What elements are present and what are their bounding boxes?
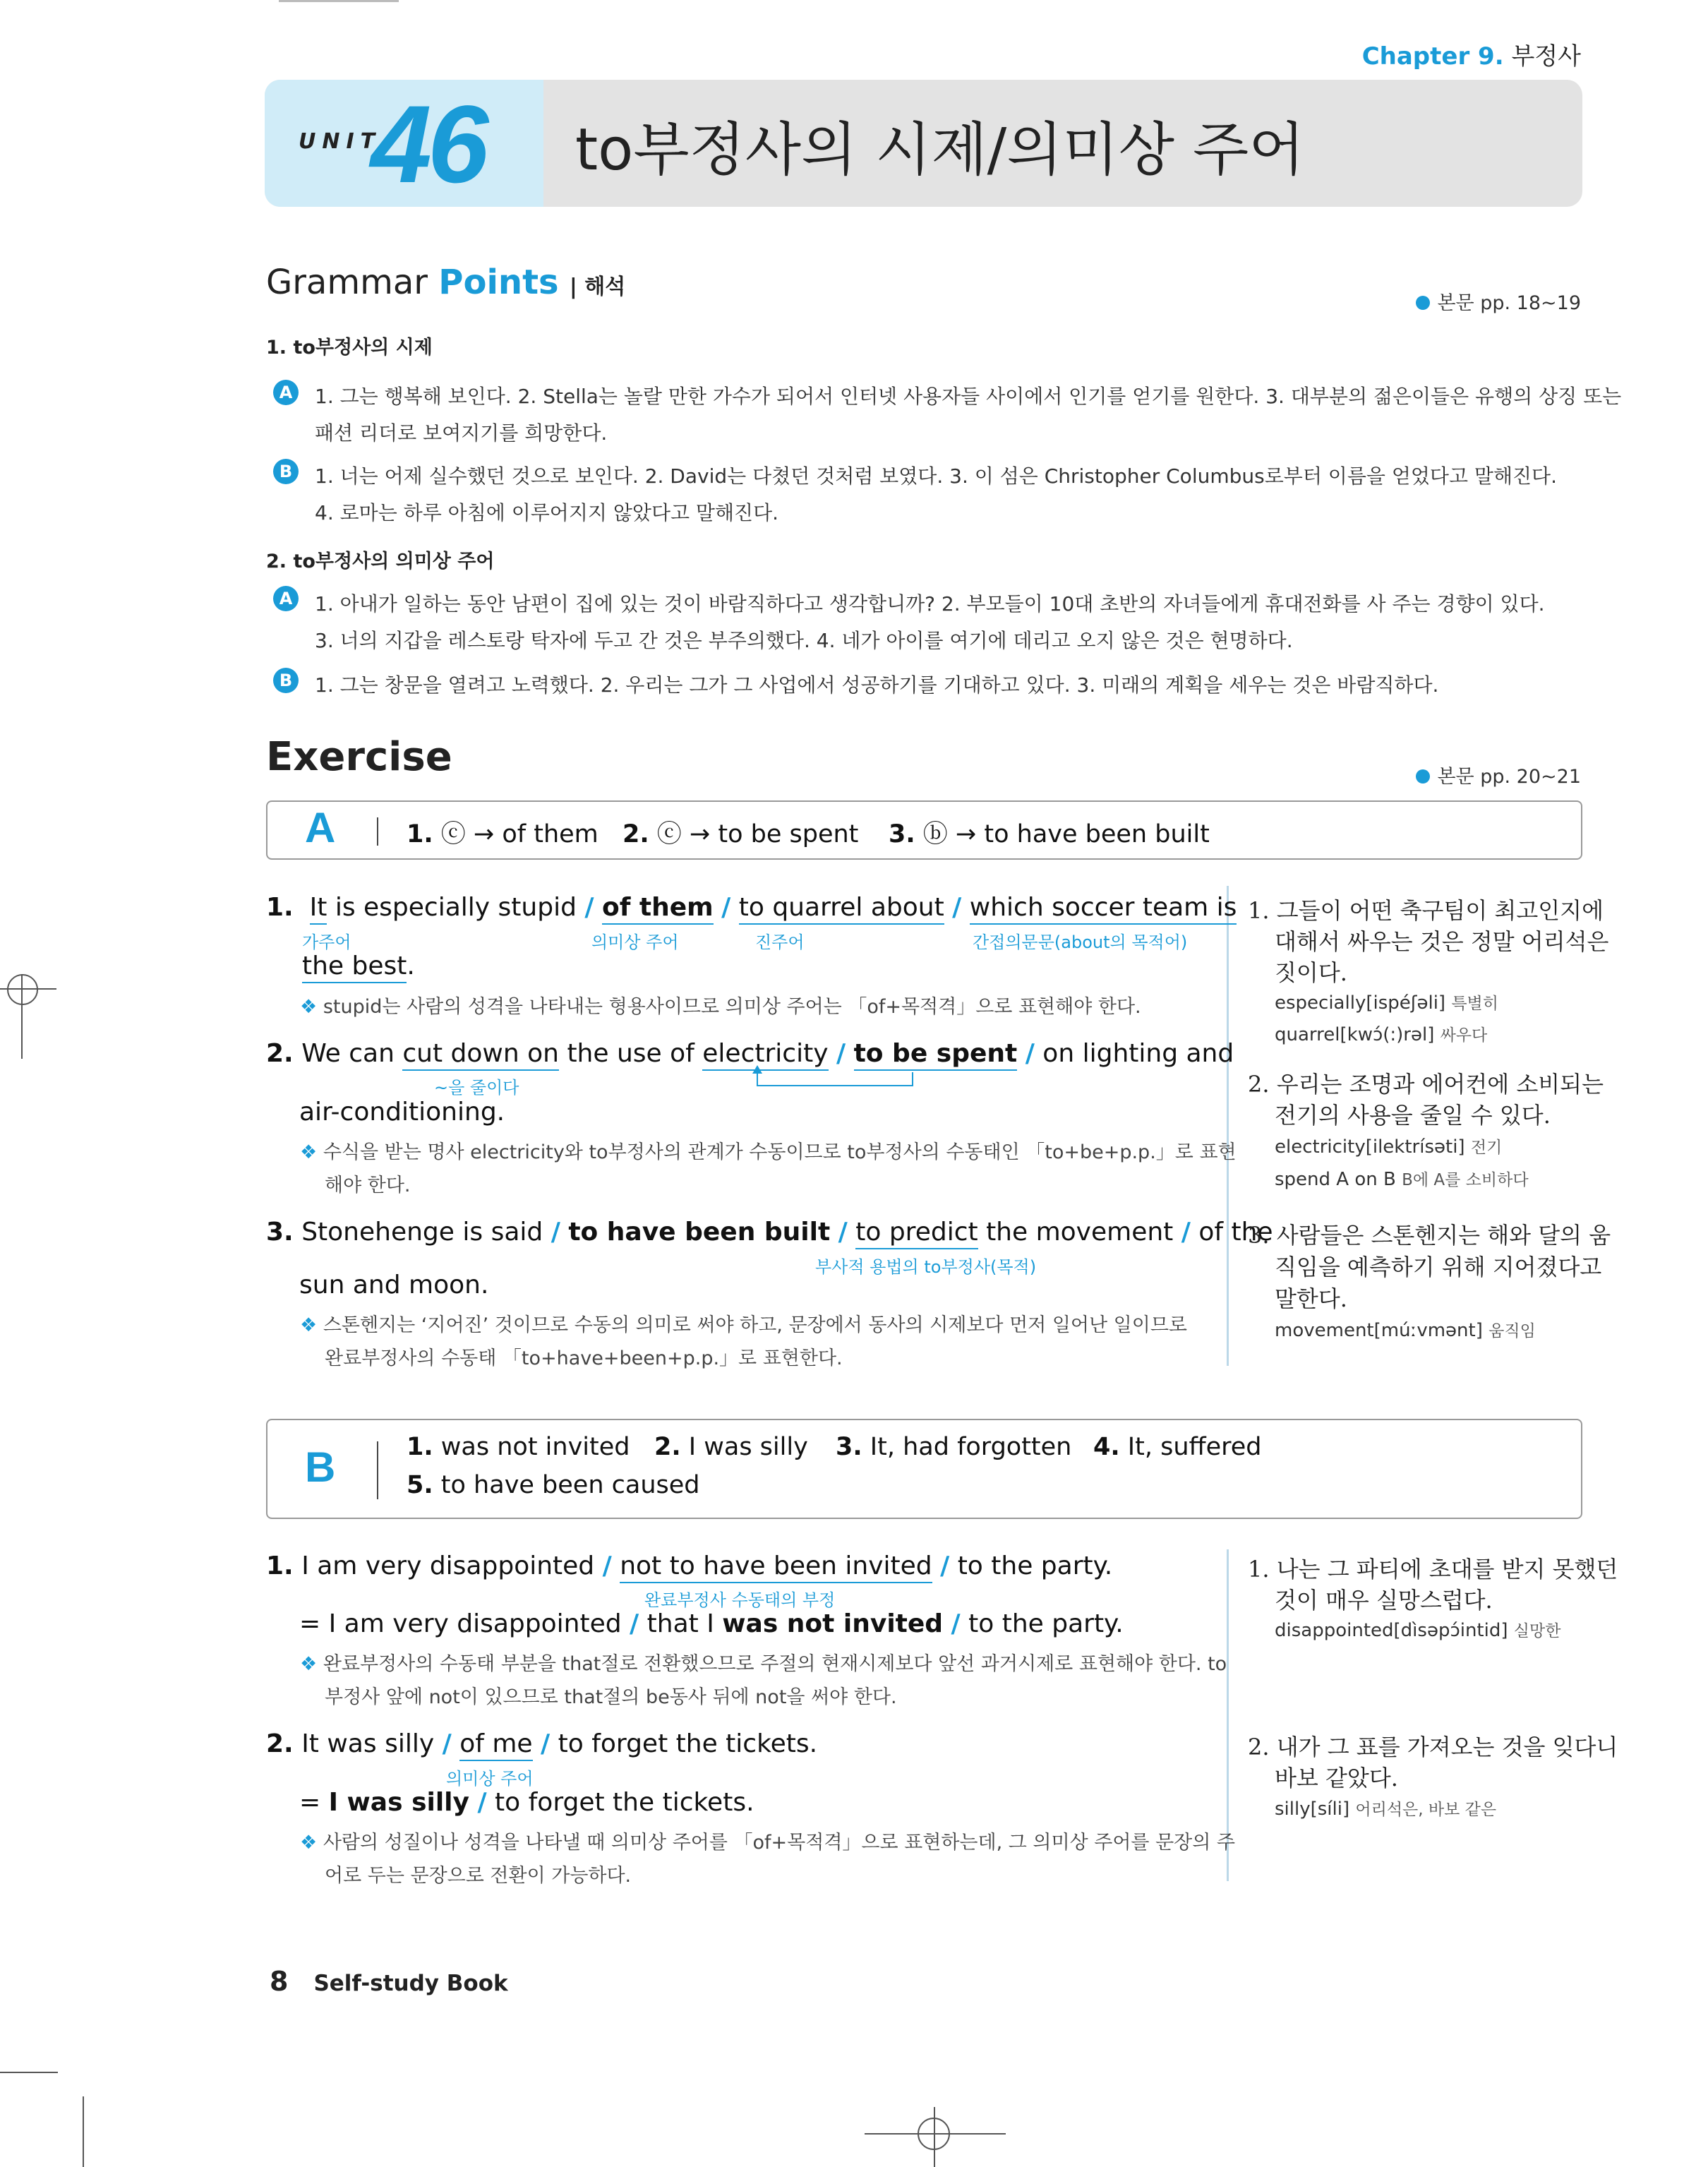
- unit-number: 46: [371, 83, 485, 206]
- korean-translation: 대해서 싸우는 것은 정말 어리석은: [1275, 928, 1609, 955]
- korean-translation: 말한다.: [1275, 1285, 1347, 1312]
- equivalent-sentence: = I was silly / to forget the tickets.: [299, 1788, 754, 1817]
- answer-item: 3. It, had forgotten: [836, 1433, 1072, 1461]
- grammar-label: 완료부정사 수동태의 부정: [644, 1590, 836, 1610]
- answer-box-a: [266, 800, 1582, 860]
- page-footer: [270, 1966, 508, 1997]
- section-heading: 1. to부정사의 시제: [266, 337, 433, 359]
- grammar-label: 가주어: [302, 932, 351, 952]
- unit-banner: [265, 80, 1582, 207]
- korean-translation: 짓이다.: [1275, 959, 1347, 986]
- page-number: 8: [270, 1966, 289, 1997]
- answer-item: 1. ⓒ → of them: [407, 820, 599, 848]
- unit-label: UNIT: [299, 129, 382, 154]
- answer-item: 2. ⓒ → to be spent: [623, 820, 859, 848]
- diamond-icon: ❖: [300, 1832, 318, 1854]
- book-title: Self-study Book: [313, 1971, 508, 1996]
- answer-box-b: [266, 1419, 1582, 1519]
- explanation-note: ❖ 사람의 성질이나 성격을 나타낼 때 의미상 주어를 「of+목적격」으로 표현하는데, 그 의미상 주어를 문장의 주: [300, 1832, 1235, 1854]
- label-a-badge: A: [273, 586, 299, 611]
- chapter-name: 부정사: [1511, 42, 1581, 71]
- korean-translation: 1. 나는 그 파티에 초대를 받지 못했던: [1248, 1556, 1618, 1583]
- exercise-page-ref: 본문 pp. 20~21: [1416, 761, 1581, 788]
- vocab-entry: disappointed[dìsəpɔ́intid] 실망한: [1275, 1620, 1561, 1641]
- grammar-points-title: Grammar Points | 해석: [266, 263, 626, 302]
- translation-line: 4. 로마는 하루 아침에 이루어지지 않았다고 말해진다.: [315, 501, 779, 524]
- explanation-note: ❖ 완료부정사의 수동태 부분을 that절로 전환했으므로 주절의 현재시제보다 앞선 과거시제로 표현해야 한다. to: [300, 1653, 1227, 1675]
- chapter-label: Chapter 9.: [1361, 42, 1504, 71]
- explanation-note: ❖ stupid는 사람의 성격을 나타내는 형용사이므로 의미상 주어는 「of+목적격」으로 표현해야 한다.: [300, 996, 1141, 1018]
- vocab-entry: movement[múːvmənt] 움직임: [1275, 1320, 1536, 1341]
- grammar-label: ~을 줄이다: [434, 1078, 519, 1098]
- answer-letter: B: [305, 1443, 336, 1491]
- exercise-sentence-cont: air-conditioning.: [299, 1098, 505, 1127]
- vocab-entry: spend A on B B에 A를 소비하다: [1275, 1169, 1529, 1190]
- korean-translation: 2. 우리는 조명과 에어컨에 소비되는: [1248, 1071, 1604, 1098]
- chapter-header: [1362, 37, 1581, 71]
- exercise-title: Exercise: [266, 734, 452, 780]
- arrow-head-icon: [752, 1065, 762, 1074]
- translation-line: 패션 리더로 보여지기를 희망한다.: [315, 421, 608, 445]
- diamond-icon: ❖: [300, 1653, 318, 1675]
- korean-translation: 바보 같았다.: [1275, 1765, 1398, 1791]
- korean-translation: 직임을 예측하기 위해 지어졌다고: [1275, 1254, 1602, 1280]
- korean-translation: 2. 내가 그 표를 가져오는 것을 잊다니: [1248, 1734, 1618, 1760]
- explanation-note: ❖ 스톤헨지는 ‘지어진’ 것이므로 수동의 의미로 써야 하고, 문장에서 동사의 시제보다 먼저 일어난 일이므로: [300, 1314, 1187, 1336]
- korean-translation: 전기의 사용을 줄일 수 있다.: [1275, 1102, 1551, 1129]
- label-a-badge: A: [273, 380, 299, 405]
- label-b-badge: B: [273, 668, 299, 693]
- modifier-arrow: [757, 1072, 913, 1086]
- grammar-label: 부사적 용법의 to부정사(목적): [815, 1257, 1037, 1277]
- grammar-label: 간접의문문(about의 목적어): [973, 932, 1188, 952]
- exercise-sentence: 2. It was silly / of me / to forget the tickets.: [266, 1729, 817, 1758]
- diamond-icon: ❖: [300, 996, 318, 1018]
- grammar-page-ref: 본문 pp. 18~19: [1416, 287, 1581, 315]
- diamond-icon: ❖: [300, 1141, 318, 1163]
- explanation-note-cont: 어로 두는 문장으로 전환이 가능하다.: [325, 1865, 632, 1887]
- unit-title: to부정사의 시제/의미상 주어: [575, 116, 1305, 184]
- answer-letter: A: [305, 804, 336, 851]
- vocab-entry: silly[síli] 어리석은, 바보 같은: [1275, 1799, 1497, 1820]
- exercise-sentence: 3. Stonehenge is said / to have been built / to predict the movement / of the: [266, 1218, 1273, 1247]
- answer-item: 1. was not invited: [407, 1433, 630, 1461]
- crop-mark: [83, 2096, 84, 2167]
- crop-circle: [7, 974, 38, 1005]
- bullet-icon: [1416, 769, 1430, 784]
- bullet-icon: [1416, 296, 1430, 310]
- grammar-label: 의미상 주어: [446, 1769, 534, 1789]
- answer-item: 2. I was silly: [654, 1433, 808, 1461]
- top-rule: [279, 0, 399, 2]
- divider: [377, 817, 378, 846]
- explanation-note-cont: 완료부정사의 수동태 「to+have+been+p.p.」로 표현한다.: [325, 1347, 843, 1369]
- translation-line: 1. 그는 행복해 보인다. 2. Stella는 놀랄 만한 가수가 되어서 인터넷 사용자들 사이에서 인기를 얻기를 원한다. 3. 대부분의 젊은이들은 유행의 상징 또는: [315, 385, 1622, 408]
- answer-item: 3. ⓑ → to have been built: [889, 820, 1210, 848]
- crop-mark: [0, 2072, 58, 2073]
- explanation-note-cont: 부정사 앞에 not이 있으므로 that절의 be동사 뒤에 not을 써야 한다.: [325, 1686, 897, 1708]
- explanation-note: ❖ 수식을 받는 명사 electricity와 to부정사의 관계가 수동이므로 to부정사의 수동태인 「to+be+p.p.」로 표현: [300, 1141, 1237, 1163]
- answer-item: 5. to have been caused: [407, 1471, 700, 1499]
- explanation-note-cont: 해야 한다.: [325, 1175, 411, 1196]
- translation-line: 1. 아내가 일하는 동안 남편이 집에 있는 것이 바람직하다고 생각합니까? 2. 부모들이 10대 초반의 자녀들에게 휴대전화를 사 주는 경향이 있다.: [315, 592, 1545, 616]
- label-b-badge: B: [273, 459, 299, 484]
- section-heading: 2. to부정사의 의미상 주어: [266, 551, 495, 572]
- korean-translation: 것이 매우 실망스럽다.: [1275, 1587, 1493, 1614]
- exercise-sentence: 1. I am very disappointed / not to have been invited / to the party.: [266, 1551, 1112, 1580]
- translation-line: 1. 그는 창문을 열려고 노력했다. 2. 우리는 그가 그 사업에서 성공하기를 기대하고 있다. 3. 미래의 계획을 세우는 것은 바람직하다.: [315, 673, 1439, 697]
- korean-translation: 1. 그들이 어떤 축구팀이 최고인지에: [1248, 897, 1604, 924]
- answer-item: 4. It, suffered: [1093, 1433, 1262, 1461]
- diamond-icon: ❖: [300, 1314, 318, 1336]
- column-divider: [1227, 886, 1229, 1366]
- vocab-entry: especially[ispéʃəli] 특별히: [1275, 992, 1498, 1014]
- vocab-entry: quarrel[kwɔ́(:)rəl] 싸우다: [1275, 1024, 1488, 1045]
- grammar-label: 진주어: [755, 932, 805, 952]
- crop-circle: [918, 2118, 950, 2150]
- translation-line: 1. 너는 어제 실수했던 것으로 보인다. 2. David는 다쳤던 것처럼 보였다. 3. 이 섬은 Christopher Columbus로부터 이름을 얻었다고 말해진다.: [315, 464, 1557, 488]
- korean-translation: 3. 사람들은 스톤헨지는 해와 달의 움: [1248, 1222, 1611, 1249]
- exercise-sentence: 2. We can cut down on the use of electricity / to be spent / on lighting and: [266, 1039, 1234, 1068]
- equivalent-sentence: = I am very disappointed / that I was not invited / to the party.: [299, 1609, 1124, 1638]
- divider: [377, 1441, 378, 1499]
- exercise-sentence-cont: the best.: [302, 952, 415, 980]
- translation-line: 3. 너의 지갑을 레스토랑 탁자에 두고 간 것은 부주의했다. 4. 네가 아이를 여기에 데리고 오지 않은 것은 현명하다.: [315, 629, 1293, 652]
- exercise-sentence: 1. It is especially stupid / of them / to quarrel about / which soccer team is: [266, 893, 1237, 922]
- vocab-entry: electricity[ilektrísəti] 전기: [1275, 1136, 1503, 1158]
- exercise-sentence-cont: sun and moon.: [299, 1271, 489, 1299]
- grammar-label: 의미상 주어: [591, 932, 679, 952]
